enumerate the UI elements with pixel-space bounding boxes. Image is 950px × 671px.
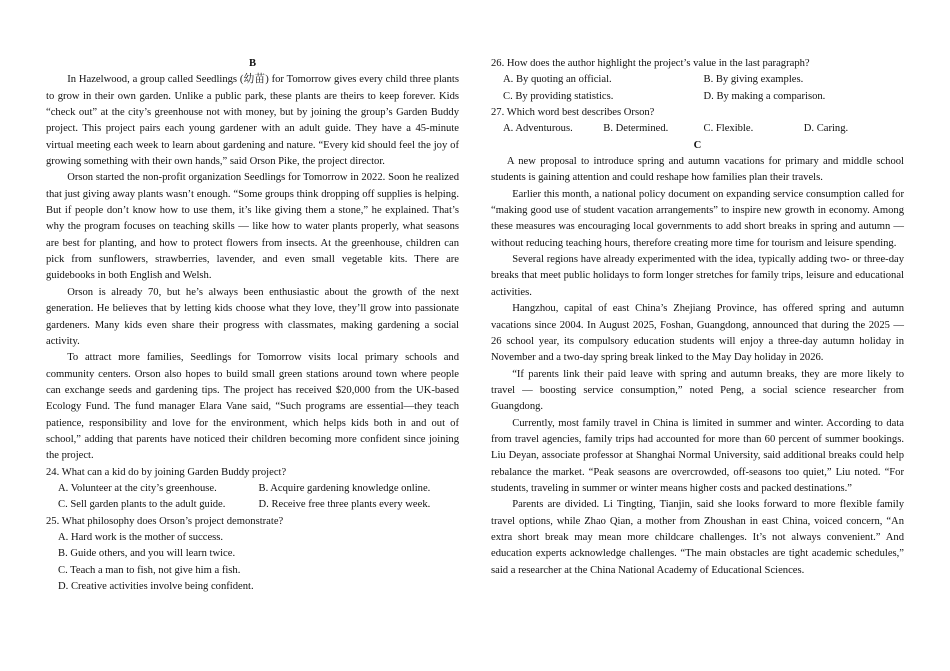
question-24-stem: 24. What can a kid do by joining Garden Buddy project? <box>46 466 287 478</box>
question-25-option-a: A. Hard work is the mother of success. <box>58 531 224 543</box>
passage-b-paragraph-1: In Hazelwood, a group called Seedlings (幼苗) for Tomorrow gives every child three plants to grow in their own garden. Unlike a public park, these plants are theirs to keep forever. Kids “check out” at the city’s greenhouse not with money, but by joining the group’s Garden Buddy project. This project pairs each young gardener with an adult guide. They have a 45-minute virtual meeting each week to learn about gardening and nature. “Every kid should feel the joy of growing something with their own hands,” said Orson Pike, the project director. <box>46 74 459 168</box>
question-27-option-c: C. Flexible. <box>703 123 754 135</box>
question-25-option-c: C. Teach a man to fish, not give him a fish. <box>58 564 241 576</box>
question-27-options <box>491 121 904 137</box>
passage-c-paragraph-7: Parents are divided. Li Tingting, Tianjin, said she looks forward to more flexible family travel options, while Zhao Qian, a mother from Zhoushan in east China, voiced concern, “An extra short break may mean more childcare challenges. It’s not always convenient.” And education experts acknowledge challenges. “The main obstacles are tight academic schedules,” said a researcher at the China National Academy of Educational Sciences. <box>491 499 904 576</box>
question-26-option-b: B. By giving examples. <box>703 74 804 86</box>
question-24-option-b: B. Acquire gardening knowledge online. <box>258 482 431 494</box>
passage-c-paragraph-1: A new proposal to introduce spring and autumn vacations for primary and middle school students is gaining attention and could reshape how families plan their travels. <box>491 156 904 184</box>
question-26-stem: 26. How does the author highlight the project’s value in the last paragraph? <box>491 58 810 69</box>
question-26-option-c: C. By providing statistics. <box>503 90 614 102</box>
passage-b-paragraph-2: Orson started the non-profit organization Seedlings for Tomorrow in 2022. Soon he realized that just giving away plants wasn’t enough. “Some groups think dropping off supplies is helping. But if people don’t know how to use them, it’s like giving them a stone,” he explained. That’s why the program focuses on teaching skills — like how to water plants properly, what seasons are best for planting, and how to protect flowers from insects. At the greenhouse, children can pick from sunflowers, strawberries, lavender, and even small vegetable kits. There are guidebooks in both English and Welsh. <box>46 172 459 282</box>
question-25-options <box>46 530 459 595</box>
question-24-option-d: D. Receive free three plants every week. <box>258 499 431 511</box>
question-26-option-a: A. By quoting an official. <box>503 74 612 86</box>
question-24-option-a: A. Volunteer at the city’s greenhouse. <box>58 482 217 494</box>
passage-c-paragraph-2: Earlier this month, a national policy document on expanding service consumption called for “making good use of student vacation arrangements” to inspire new growth in economy. Among these measures was encouraging local governments to add short breaks in spring and autumn — without reducing teaching hours, therefore creating more time for tourism and leisure spending. <box>491 188 904 249</box>
passage-c-paragraph-6: Currently, most family travel in China is limited in summer and winter. According to data from travel agencies, family trips had accounted for more than 60 percent of summer bookings. Liu Deyan, associate professor at Shanghai Normal University, said additional breaks could help rebalance the market. “Peak seasons are overcrowded, off-seasons too quiet,” Liu noted. “For students, traveling in summer or winter means higher costs and packed destinations.” <box>491 417 904 494</box>
question-27-option-b: B. Determined. <box>603 123 669 135</box>
question-24-option-c: C. Sell garden plants to the adult guide. <box>58 499 226 511</box>
passage-b-paragraph-3: Orson is already 70, but he’s always been enthusiastic about the growth of the next generation. He believes that by letting kids choose what they love, they’ll grow into passionate gardeners. Many kids even share their progress with classmates, making gardening a social activity. <box>46 286 459 347</box>
section-heading-b: B <box>248 58 257 69</box>
question-27-option-d: D. Caring. <box>803 123 849 135</box>
right-column <box>491 56 904 579</box>
section-heading-c: C <box>693 139 702 151</box>
question-24-options <box>46 481 459 514</box>
passage-c-paragraph-3: Several regions have already experimented with the idea, typically adding two- or three-day breaks that meet public holidays to form longer stretches for family trips, leisure and educational activities. <box>491 254 904 298</box>
question-27-option-a: A. Adventurous. <box>503 123 573 135</box>
question-25-option-d: D. Creative activities involve being confident. <box>58 581 254 592</box>
question-26-option-d: D. By making a comparison. <box>703 90 826 102</box>
question-25-option-b: B. Guide others, and you will learn twice. <box>58 548 236 560</box>
question-25-stem: 25. What philosophy does Orson’s project demonstrate? <box>46 515 284 527</box>
left-column <box>46 56 459 595</box>
passage-c-paragraph-5: “If parents link their paid leave with spring and autumn breaks, they are more likely to travel — boosting service consumption,” noted Peng, a social science researcher from Guangdong. <box>491 368 904 413</box>
passage-c-paragraph-4: Hangzhou, capital of east China’s Zhejiang Province, has offered spring and autumn vacations since 2004. In August 2025, Foshan, Guangdong, announced that during the 2025 — 26 school year, its compulsory education students will enjoy a three-day autumn holiday in November and a two-day spring break linked to the May Day holiday in 2026. <box>491 303 904 364</box>
question-27-stem: 27. Which word best describes Orson? <box>491 107 655 119</box>
question-26-options <box>491 72 904 105</box>
passage-b-paragraph-4: To attract more families, Seedlings for Tomorrow visits local primary schools and community centers. Orson also hopes to build small green stations around town where people can exchange seeds and gardening tips. The project has received $20,000 from the UK-based Ecology Fund. The fund manager Elara Vane said, “Such programs are essential—they teach patience, responsibility and love for the environment, which helps kids both in and out of school,” adding that parents have noticed their children becoming more confident since joining the project. <box>46 352 459 462</box>
